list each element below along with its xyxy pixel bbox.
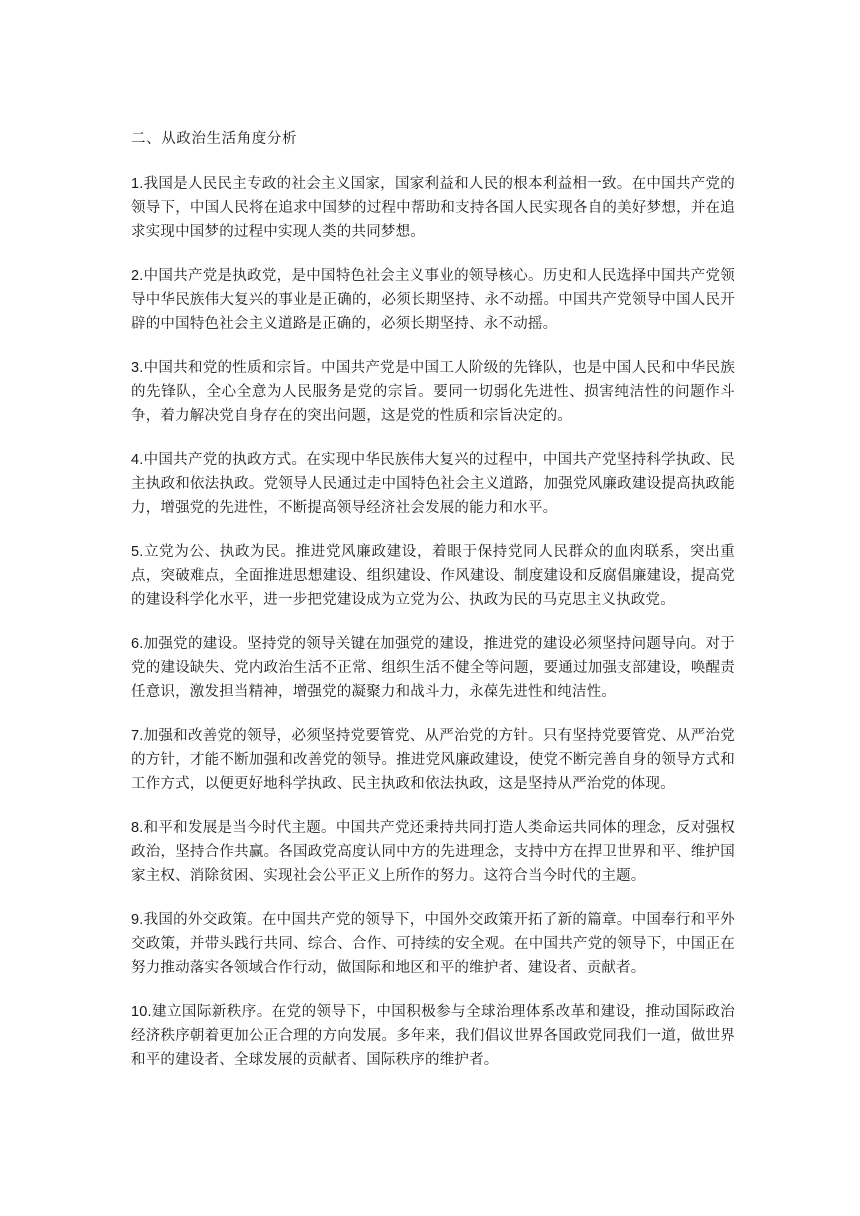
paragraph-text: 加强和改善党的领导，必须坚持党要管党、从严治党的方针。只有坚持党要管党、从严治党的方针，才能不断加强和改善党的领导。推进党风廉政建设，使党不断完善自身的领导方式和工作方式，以便更好地科学执政、民主执政和依法执政，这是坚持从严治党的体现。 bbox=[131, 728, 735, 792]
paragraph bbox=[131, 816, 735, 888]
paragraph-number: 6. bbox=[131, 636, 144, 652]
paragraph bbox=[131, 448, 735, 520]
paragraph-number: 2. bbox=[131, 268, 144, 284]
paragraph-list bbox=[131, 172, 735, 1072]
paragraph bbox=[131, 540, 735, 612]
document-page bbox=[131, 127, 735, 1092]
paragraph bbox=[131, 264, 735, 336]
paragraph-number: 9. bbox=[131, 912, 144, 928]
paragraph bbox=[131, 356, 735, 428]
paragraph bbox=[131, 908, 735, 980]
paragraph-text: 立党为公、执政为民。推进党风廉政建设，着眼于保持党同人民群众的血肉联系，突出重点，突破难点，全面推进思想建设、组织建设、作风建设、制度建设和反腐倡廉建设，提高党的建设科学化水平，进一步把党建设成为立党为公、执政为民的马克思主义执政党。 bbox=[131, 544, 735, 608]
paragraph-text: 我国是人民民主专政的社会主义国家，国家利益和人民的根本利益相一致。在中国共产党的领导下，中国人民将在追求中国梦的过程中帮助和支持各国人民实现各自的美好梦想，并在追求实现中国梦的过程中实现人类的共同梦想。 bbox=[131, 176, 735, 240]
paragraph bbox=[131, 632, 735, 704]
section-heading: 二、从政治生活角度分析 bbox=[131, 131, 298, 147]
paragraph-number: 10. bbox=[131, 1004, 152, 1020]
paragraph-text: 中国共和党的性质和宗旨。中国共产党是中国工人阶级的先锋队，也是中国人民和中华民族的先锋队，全心全意为人民服务是党的宗旨。要同一切弱化先进性、损害纯洁性的问题作斗争，着力解决党自身存在的突出问题，这是党的性质和宗旨决定的。 bbox=[131, 360, 735, 424]
paragraph-number: 4. bbox=[131, 452, 144, 468]
paragraph-text: 中国共产党的执政方式。在实现中华民族伟大复兴的过程中，中国共产党坚持科学执政、民主执政和依法执政。党领导人民通过走中国特色社会主义道路，加强党风廉政建设提高执政能力，增强党的先进性，不断提高领导经济社会发展的能力和水平。 bbox=[131, 452, 735, 516]
paragraph-number: 1. bbox=[131, 176, 144, 192]
paragraph-number: 8. bbox=[131, 820, 144, 836]
paragraph-text: 建立国际新秩序。在党的领导下，中国积极参与全球治理体系改革和建设，推动国际政治经济秩序朝着更加公正合理的方向发展。多年来，我们倡议世界各国政党同我们一道，做世界和平的建设者、全球发展的贡献者、国际秩序的维护者。 bbox=[131, 1004, 735, 1068]
paragraph bbox=[131, 172, 735, 244]
paragraph bbox=[131, 724, 735, 796]
paragraph-text: 中国共产党是执政党，是中国特色社会主义事业的领导核心。历史和人民选择中国共产党领导中华民族伟大复兴的事业是正确的，必须长期坚持、永不动摇。中国共产党领导中国人民开辟的中国特色社会主义道路是正确的，必须长期坚持、永不动摇。 bbox=[131, 268, 735, 332]
paragraph-number: 5. bbox=[131, 544, 144, 560]
paragraph-number: 7. bbox=[131, 728, 144, 744]
paragraph-number: 3. bbox=[131, 360, 144, 376]
paragraph-text: 我国的外交政策。在中国共产党的领导下，中国外交政策开拓了新的篇章。中国奉行和平外交政策，并带头践行共同、综合、合作、可持续的安全观。在中国共产党的领导下，中国正在努力推动落实各领域合作行动，做国际和地区和平的维护者、建设者、贡献者。 bbox=[131, 912, 735, 976]
paragraph bbox=[131, 1000, 735, 1072]
paragraph-text: 和平和发展是当今时代主题。中国共产党还秉持共同打造人类命运共同体的理念，反对强权政治，坚持合作共赢。各国政党高度认同中方的先进理念，支持中方在捍卫世界和平、维护国家主权、消除贫困、实现社会公平正义上所作的努力。这符合当今时代的主题。 bbox=[131, 820, 735, 884]
paragraph-text: 加强党的建设。坚持党的领导关键在加强党的建设，推进党的建设必须坚持问题导向。对于党的建设缺失、党内政治生活不正常、组织生活不健全等问题，要通过加强支部建设，唤醒责任意识，激发担当精神，增强党的凝聚力和战斗力，永葆先进性和纯洁性。 bbox=[131, 636, 735, 700]
